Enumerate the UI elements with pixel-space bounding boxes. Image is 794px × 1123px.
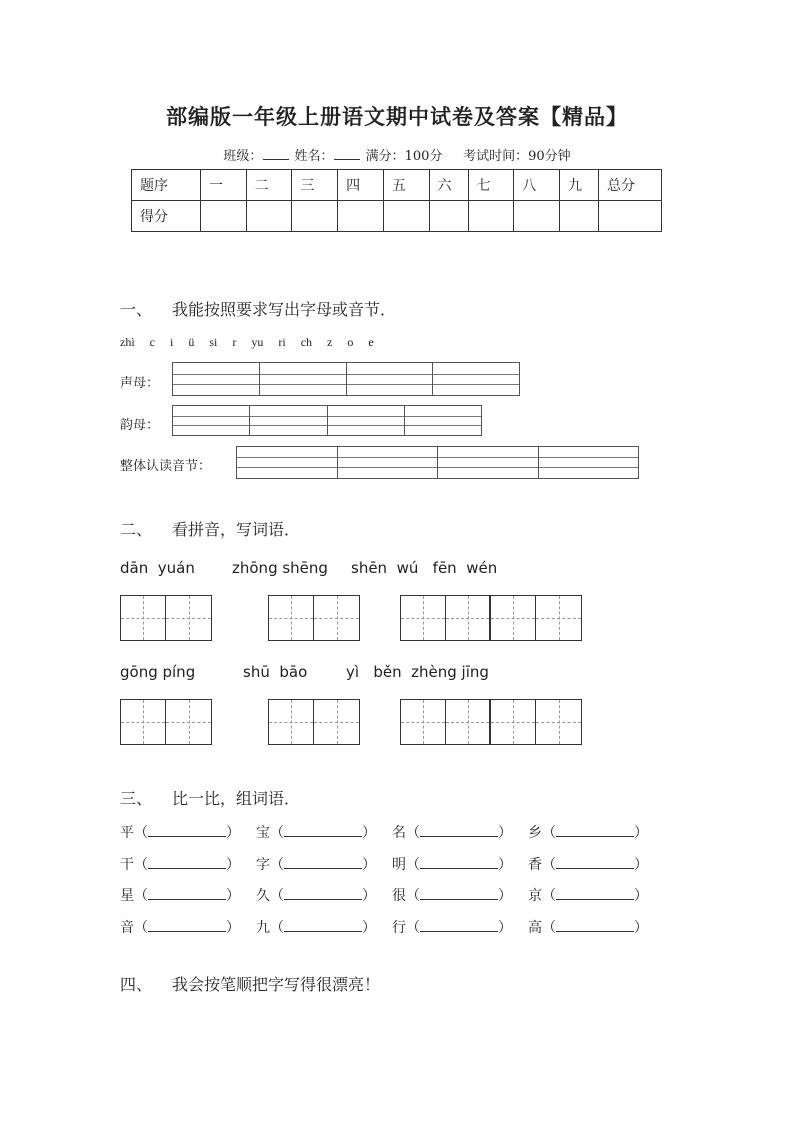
- score-cell: 三: [292, 170, 338, 201]
- zhengti-label: 整体认读音节：: [120, 459, 212, 474]
- score-input-cell[interactable]: [338, 201, 384, 232]
- section-number: 二、: [120, 520, 153, 539]
- score-input-cell[interactable]: [292, 201, 338, 232]
- word-item[interactable]: 干（ ）: [120, 857, 240, 873]
- score-input-cell[interactable]: [201, 201, 247, 232]
- section-title: 我能按照要求写出字母或音节．: [172, 300, 397, 319]
- letter-list: [120, 335, 386, 350]
- pinyin-prompt: shēn wú fēn wén: [351, 559, 498, 577]
- pinyin-prompt: yì běn zhèng jīng: [346, 663, 489, 681]
- section-title: 我会按笔顺把字写得很漂亮！: [172, 975, 381, 994]
- section-3-heading: [120, 786, 300, 809]
- score-cell: 八: [514, 170, 560, 201]
- letter: ch: [300, 335, 313, 349]
- score-input-cell[interactable]: [599, 201, 662, 232]
- letter: z: [327, 335, 333, 349]
- score-input-cell[interactable]: [514, 201, 560, 232]
- score-cell: 一: [201, 170, 247, 201]
- word-item[interactable]: 乡（ ）: [528, 825, 648, 841]
- char-grid[interactable]: [400, 699, 582, 745]
- score-cell: 题序: [132, 170, 201, 201]
- word-item[interactable]: 平（ ）: [120, 825, 240, 841]
- exam-info: [0, 145, 794, 164]
- section-4-heading: [120, 972, 380, 995]
- pinyin-prompt: dān yuán: [120, 559, 195, 577]
- char-grid[interactable]: [120, 595, 212, 641]
- score-cell: 五: [383, 170, 429, 201]
- score-cell: 六: [429, 170, 468, 201]
- score-cell: 得分: [132, 201, 201, 232]
- score-input-cell[interactable]: [429, 201, 468, 232]
- score-input-cell[interactable]: [246, 201, 292, 232]
- section-number: 三、: [120, 789, 153, 808]
- class-label: 班级：: [223, 149, 263, 164]
- word-item[interactable]: 高（ ）: [528, 920, 648, 936]
- shengmu-label: 声母：: [120, 376, 160, 391]
- letter: zhì: [120, 335, 135, 349]
- score-cell: 七: [468, 170, 514, 201]
- word-item[interactable]: 久（ ）: [256, 888, 376, 904]
- char-grid[interactable]: [268, 595, 360, 641]
- shengmu-writing-lines[interactable]: [172, 362, 520, 396]
- exam-time: 考试时间：90分钟: [463, 149, 571, 164]
- section-number: 四、: [120, 975, 153, 994]
- word-item[interactable]: 名（ ）: [392, 825, 512, 841]
- section-1-heading: [120, 297, 396, 320]
- word-item[interactable]: 明（ ）: [392, 857, 512, 873]
- section-title: 看拼音，写词语．: [172, 520, 301, 539]
- letter: si: [209, 335, 218, 349]
- score-cell: 四: [338, 170, 384, 201]
- letter: r: [232, 335, 237, 349]
- score-header-row: [132, 170, 662, 201]
- letter: yu: [251, 335, 264, 349]
- word-item[interactable]: 香（ ）: [528, 857, 648, 873]
- score-cell: 总分: [599, 170, 662, 201]
- yunmu-label: 韵母：: [120, 418, 160, 433]
- word-item[interactable]: 京（ ）: [528, 888, 648, 904]
- word-item[interactable]: 行（ ）: [392, 920, 512, 936]
- class-blank[interactable]: [263, 147, 289, 160]
- letter: ri: [278, 335, 286, 349]
- letter: c: [149, 335, 155, 349]
- letter: ü: [188, 335, 195, 349]
- pinyin-prompt: shū bāo: [243, 663, 308, 681]
- score-cell: 九: [560, 170, 599, 201]
- letter: e: [368, 335, 374, 349]
- name-label: 姓名：: [294, 149, 334, 164]
- page-title: 部编版一年级上册语文期中试卷及答案【精品】: [166, 105, 628, 129]
- word-item[interactable]: 音（ ）: [120, 920, 240, 936]
- score-cell: 二: [246, 170, 292, 201]
- section-number: 一、: [120, 300, 153, 319]
- word-item[interactable]: 很（ ）: [392, 888, 512, 904]
- pinyin-prompt: gōng píng: [120, 663, 196, 681]
- section-title: 比一比，组词语．: [172, 789, 301, 808]
- full-score: 满分：100分: [365, 149, 443, 164]
- yunmu-writing-lines[interactable]: [172, 405, 482, 436]
- word-item[interactable]: 字（ ）: [256, 857, 376, 873]
- score-value-row: [132, 201, 662, 232]
- word-item[interactable]: 宝（ ）: [256, 825, 376, 841]
- score-input-cell[interactable]: [560, 201, 599, 232]
- name-blank[interactable]: [334, 147, 360, 160]
- score-input-cell[interactable]: [468, 201, 514, 232]
- letter: o: [347, 335, 354, 349]
- word-item[interactable]: 九（ ）: [256, 920, 376, 936]
- char-grid[interactable]: [400, 595, 582, 641]
- pinyin-prompt: zhōng shēng: [232, 559, 328, 577]
- score-input-cell[interactable]: [383, 201, 429, 232]
- letter: i: [170, 335, 174, 349]
- section-2-heading: [120, 517, 300, 540]
- char-grid[interactable]: [120, 699, 212, 745]
- word-item[interactable]: 星（ ）: [120, 888, 240, 904]
- char-grid[interactable]: [268, 699, 360, 745]
- zhengti-writing-lines[interactable]: [236, 446, 639, 479]
- score-table: [131, 169, 662, 232]
